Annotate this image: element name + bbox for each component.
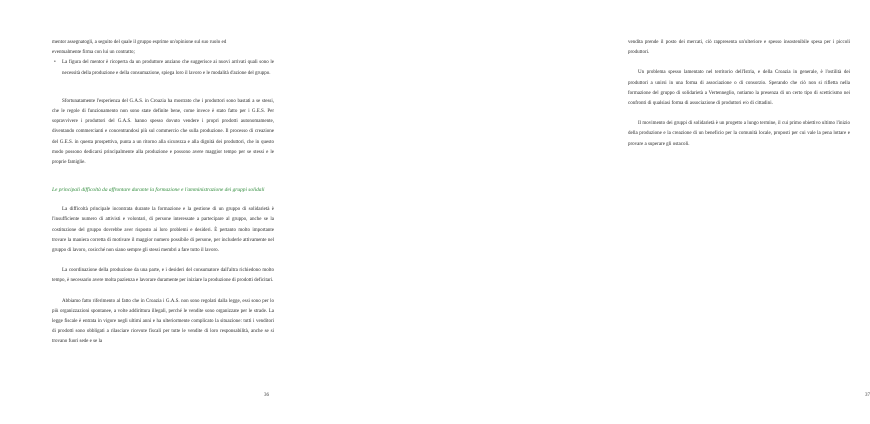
page-number: 37 <box>865 393 870 398</box>
paragraph: Abbiamo fatto riferimento al fatto che in Croazia i G.A.S. non sono regolati dalla legge, essi sono per lo più organizzazioni spontanee, a volte addirittura illegali, perché le vendite sono organizzate per le strade. La legge fiscale è entrata in vigore negli ultimi anni e ha ulteriormente complicato la situazione: tutti i venditori di prodotti sono obbligati a rilasciare ricevute fiscali per tutte le vendite di loro responsabilità, anche se si trovano fuori sede e se la <box>52 298 274 345</box>
page-number: 36 <box>264 393 269 398</box>
bullet-item <box>52 58 274 78</box>
paragraph: La coordinazione della produzione da una parte, e i desideri del consumatore dall'altra richiedono molto tempo, è necessario avere molta pazienza e lavorare duramente per iniziare la produzione di prodotti deficitari. <box>52 268 274 284</box>
paragraph: Sfortunatamente l'esperienza del G.A.S. in Croazia ha mostrato che i produttori sono bastati a se stessi, che le regole di funzionamento non sono state definite bene, come invece è stato fatto per i G.E.S. Per sopravvivere i produttori del G.A.S. hanno spesso dovuto vendere i propri prodotti autonomamente, diventando commercianti e concentrandosi più sul commercio che sulla produzione. Il processo di creazione del G.E.S. in questa prospettiva, punta a un ritorno alla sicurezza e alla dignità dei produttori, che in questo modo possono dedicarsi principalmente alla produzione e possono avere maggior tempo per se stessi e le proprie famiglie. <box>52 98 274 166</box>
paragraph: Il movimento dei gruppi di solidarietà è un progetto a lungo termine, il cui primo obiettivo ultimo l'inizio della produzione e la creazione di un beneficio per la comunità locale, proposti per cui vale la pena lottare e provare a superare gli ostacoli. <box>628 121 850 147</box>
continuation-line: mentor assegnatogli, a seguito del quale il gruppo esprime un'opinione sul suo ruolo ed <box>52 40 227 45</box>
left-page <box>0 0 300 424</box>
section-heading: Le principali difficoltà da affrontare durante la formazione e l'amministrazione dei gruppi solidali <box>52 187 265 194</box>
continuation-line: eventualmente firma con lui un contratto; <box>52 50 135 56</box>
paragraph: La difficoltà principale incontrata durante la formazione e la gestione di un gruppo di solidarietà è l'insufficiente numero di attivisti e volontari, di persone interessate a partecipare al gruppo, anche se la costituzione del gruppo dovrebbe aver risposto ai loro problemi e desideri. È pertanto molto importante trovare la maniera corretta di motivare il maggior numero possibile di persone, per includerle attivamente nel gruppo di lavoro, cosicché non siano sempre gli stessi membri a fare tutto il lavoro. <box>52 207 274 254</box>
right-page-text-column <box>628 38 850 150</box>
bullet-icon: • <box>54 60 56 66</box>
right-page <box>300 0 870 424</box>
left-page-text-column <box>52 38 274 348</box>
bullet-text: La figura del mentor è ricoperta da un produttore anziano che suggerisce ai nuovi arrivati quali sono le necessità della produzione e della consumazione, spiega loro il lavoro e le modalità d'azione del gruppo. <box>62 60 274 76</box>
paragraph: Un problema spesso lamentato nel territorio dell'Istria, e della Croazia in generale, è l'ostilità dei produttori a unirsi in una forma di associazione o di consorzio. Sperando che ciò non si rifletta nella formazione del gruppo di solidarietà a Vertenneglio, notiamo la presenza di un certo tipo di scetticismo nei confronti di qualsiasi forma di associazione di produttori e/o di cittadini. <box>628 70 850 107</box>
paragraph: vendita prende il posto dei mercati, ciò rappresenta un'ulteriore e spesso insostenibile spesa per i piccoli produttori. <box>628 40 850 56</box>
